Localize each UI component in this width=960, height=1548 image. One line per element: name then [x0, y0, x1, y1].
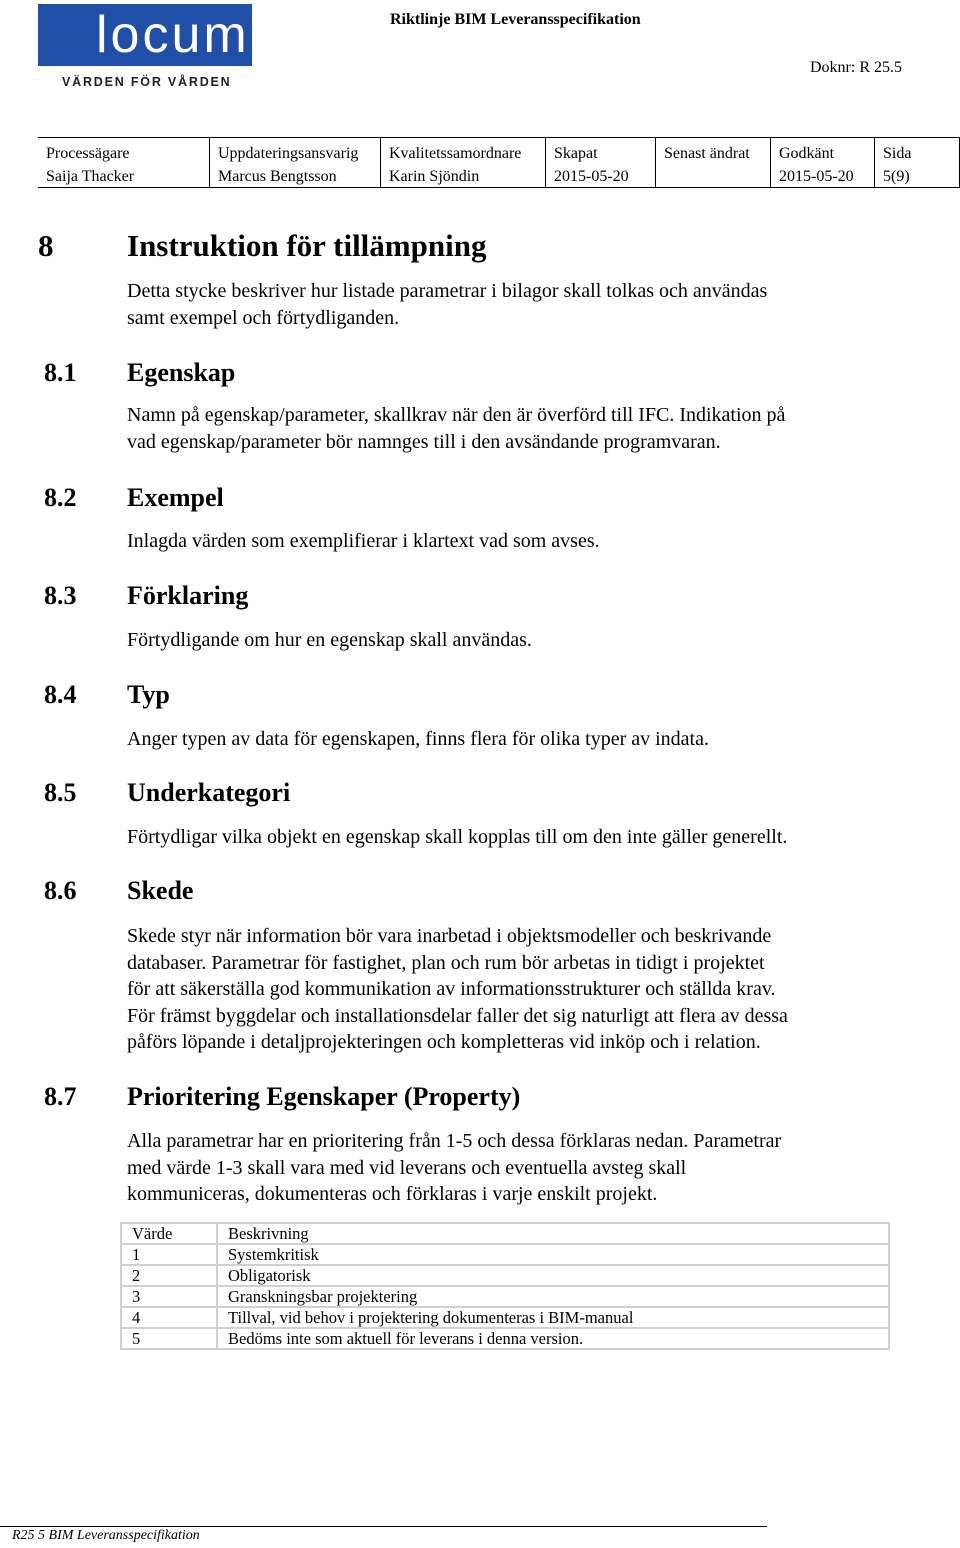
paragraph-line: Skede styr när information bör vara inarbetad i objektsmodeller och beskrivande — [127, 925, 772, 947]
meta-update-owner — [218, 142, 358, 188]
table-cell-description: Bedöms inte som aktuell för leverans i denna version. — [217, 1328, 889, 1349]
subsection-text — [127, 824, 787, 851]
document-number: Doknr: R 25.5 — [810, 59, 902, 76]
footer-rule — [0, 1526, 767, 1527]
paragraph-line: För främst byggdelar och installationsdelar faller det sig naturligt att flera av dessa — [127, 1004, 788, 1027]
subsection-number: 8.4 — [44, 680, 77, 709]
subsection-text — [127, 923, 788, 1056]
meta-divider — [655, 138, 656, 187]
subsection-text — [127, 726, 709, 753]
section-title: Instruktion för tillämpning — [127, 228, 487, 263]
table-row — [121, 1328, 889, 1349]
paragraph-line: Anger typen av data för egenskapen, finns flera för olika typer av indata. — [127, 728, 709, 750]
subsection-text — [127, 1128, 781, 1208]
meta-divider — [209, 138, 210, 187]
meta-page — [883, 142, 911, 188]
meta-label: Uppdateringsansvarig — [218, 145, 359, 162]
table-row — [121, 1307, 889, 1328]
paragraph-line: Inlagda värden som exemplifierar i klartext vad som avses. — [127, 530, 600, 552]
table-cell-description: Tillval, vid behov i projektering dokumenteras i BIM-manual — [217, 1307, 889, 1328]
table-cell-description: Obligatorisk — [217, 1265, 889, 1286]
table-cell-value: 2 — [121, 1265, 217, 1286]
paragraph-line: samt exempel och förtydliganden. — [127, 306, 400, 329]
meta-label: Kvalitetssamordnare — [389, 145, 522, 162]
subsection-number: 8.6 — [44, 876, 77, 905]
paragraph-line: Alla parametrar har en prioritering från 1-5 och dessa förklaras nedan. Parametrar — [127, 1130, 782, 1152]
footer-text: R25 5 BIM Leveransspecifikation — [12, 1528, 200, 1543]
table-header-cell: Beskrivning — [217, 1223, 889, 1244]
section-intro — [127, 278, 767, 331]
meta-label: Senast ändrat — [664, 145, 750, 162]
logo-tagline: VÄRDEN FÖR VÅRDEN — [62, 75, 232, 89]
subsection-number: 8.5 — [44, 778, 77, 807]
meta-value: Saija Thacker — [46, 168, 135, 185]
subsection-number: 8.3 — [44, 581, 77, 610]
paragraph-line: påförs löpande i detaljprojekteringen och kompletteras vid inköp och i relation. — [127, 1031, 761, 1053]
meta-value: 2015-05-20 — [779, 168, 854, 185]
paragraph-line: kommuniceras, dokumenteras och förklaras i varje enskilt projekt. — [127, 1183, 658, 1205]
subsection-title: Egenskap — [127, 358, 236, 387]
meta-process-owner — [46, 142, 134, 188]
table-row — [121, 1244, 889, 1265]
subsection-text — [127, 627, 532, 654]
table-cell-description: Granskningsbar projektering — [217, 1286, 889, 1307]
subsection-number: 8.2 — [44, 483, 77, 512]
section-number: 8 — [38, 228, 54, 263]
table-cell-value: 3 — [121, 1286, 217, 1307]
table-row — [121, 1286, 889, 1307]
subsection-title: Typ — [127, 680, 170, 709]
meta-approved — [779, 142, 854, 188]
paragraph-line: vad egenskap/parameter bör namnges till i den avsändande programvaran. — [127, 430, 721, 453]
paragraph-line: Förtydligande om hur en egenskap skall användas. — [127, 629, 532, 651]
meta-created — [554, 142, 629, 188]
document-title: Riktlinje BIM Leveransspecifikation — [390, 11, 641, 28]
table-cell-value: 5 — [121, 1328, 217, 1349]
meta-label: Godkänt — [779, 145, 835, 162]
paragraph-line: med värde 1-3 skall vara med vid leverans och eventuella avsteg skall — [127, 1156, 687, 1179]
subsection-title: Skede — [127, 876, 194, 905]
subsection-number: 8.1 — [44, 358, 77, 387]
meta-label: Sida — [883, 145, 912, 162]
paragraph-line: databaser. Parametrar för fastighet, plan och rum bör arbetas in tidigt i projektet — [127, 951, 765, 974]
table-row — [121, 1265, 889, 1286]
meta-divider — [874, 138, 875, 187]
logo-wordmark: locum. — [96, 6, 268, 64]
table-cell-value: 1 — [121, 1244, 217, 1265]
meta-value: 5(9) — [883, 168, 910, 185]
meta-divider — [770, 138, 771, 187]
document-metadata-table — [38, 137, 960, 188]
subsection-text — [127, 528, 600, 555]
meta-value: Marcus Bengtsson — [218, 168, 337, 185]
meta-value: Karin Sjöndin — [389, 168, 480, 185]
meta-quality-coordinator — [389, 142, 521, 188]
priority-table — [120, 1222, 890, 1350]
locum-logo — [38, 4, 268, 66]
subsection-title: Underkategori — [127, 778, 291, 807]
table-cell-value: 4 — [121, 1307, 217, 1328]
meta-last-changed — [664, 142, 750, 165]
table-header-cell: Värde — [121, 1223, 217, 1244]
subsection-number: 8.7 — [44, 1082, 77, 1111]
meta-value: 2015-05-20 — [554, 168, 629, 185]
paragraph-line: Detta stycke beskriver hur listade parametrar i bilagor skall tolkas och användas — [127, 280, 768, 302]
paragraph-line: Förtydligar vilka objekt en egenskap skall kopplas till om den inte gäller generellt. — [127, 826, 788, 848]
subsection-title: Prioritering Egenskaper (Property) — [127, 1082, 521, 1111]
subsection-text — [127, 402, 785, 455]
meta-label: Processägare — [46, 145, 130, 162]
subsection-title: Förklaring — [127, 581, 249, 610]
meta-label: Skapat — [554, 145, 598, 162]
meta-divider — [545, 138, 546, 187]
table-header-row — [121, 1223, 889, 1244]
subsection-title: Exempel — [127, 483, 224, 512]
paragraph-line: Namn på egenskap/parameter, skallkrav när den är överförd till IFC. Indikation på — [127, 404, 786, 426]
paragraph-line: för att säkerställa god kommunikation av informationsstrukturer och ställda krav. — [127, 978, 776, 1000]
table-cell-description: Systemkritisk — [217, 1244, 889, 1265]
meta-divider — [380, 138, 381, 187]
